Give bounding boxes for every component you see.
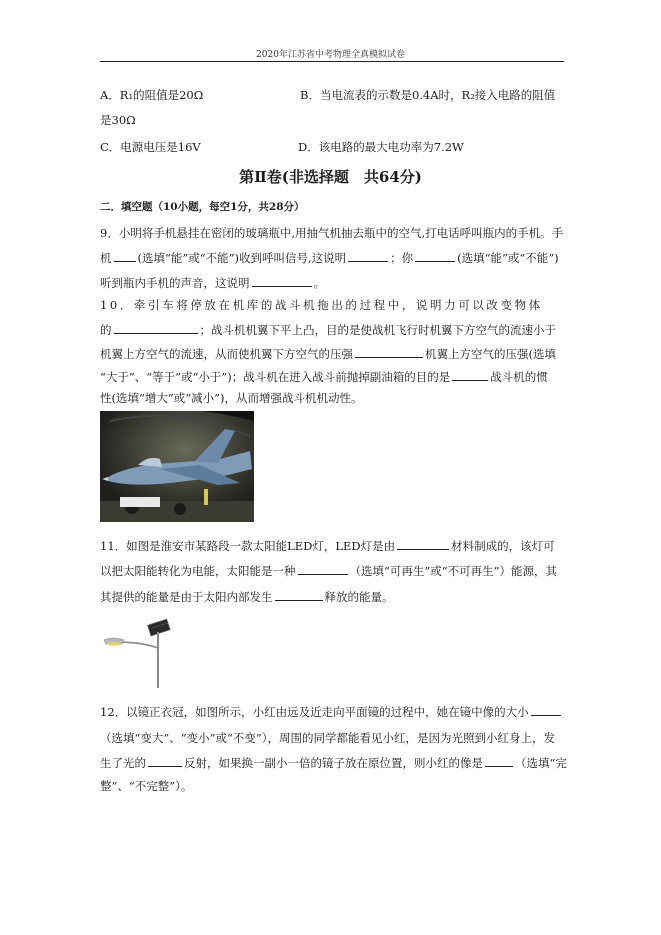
option-b-continued: 是30Ω bbox=[100, 113, 136, 127]
q9-text: 。 bbox=[313, 276, 325, 290]
option-d: D．该电路的最大电功率为7.2W bbox=[298, 140, 464, 154]
q11-text: 释放的能量。 bbox=[324, 590, 394, 604]
fighter-jet-illustration bbox=[100, 411, 254, 522]
q10-line5: 性(选填“增大”或“减小”)，从而增强战斗机机动性。 bbox=[100, 391, 363, 405]
fighter-jet-image bbox=[100, 411, 254, 522]
q9-line2 bbox=[100, 250, 559, 265]
solar-street-lamp-illustration bbox=[102, 618, 178, 688]
q10-text: 战斗机的惯 bbox=[490, 370, 548, 384]
q12-line2: （选填“变大”、“变小”或“不变”），周围的同学都能看见小红，是因为光照到小红身上，发 bbox=[100, 731, 556, 745]
q11-text: 材料制成的，该灯可 bbox=[451, 539, 555, 553]
q10-text: 的 bbox=[100, 323, 112, 337]
q10-line2 bbox=[100, 322, 556, 337]
blank bbox=[114, 322, 198, 334]
blank bbox=[452, 369, 488, 381]
q12-line4: 整”、“不完整”）。 bbox=[100, 779, 193, 793]
q10-line3 bbox=[100, 346, 556, 361]
page-header: 2020年江苏省中考物理全真模拟试卷 bbox=[256, 50, 405, 60]
q9-text: 机 bbox=[100, 251, 112, 265]
q12-line3 bbox=[100, 755, 567, 770]
q9-line1: 9．小明将手机悬挂在密闭的玻璃瓶中,用抽气机抽去瓶中的空气,打电话呼叫瓶内的手机。手 bbox=[100, 226, 564, 240]
blank bbox=[531, 704, 561, 716]
q11-text: 11．如图是淮安市某路段一款太阳能LED灯，LED灯是由 bbox=[100, 539, 396, 553]
section-title: 第Ⅱ卷(非选择题 共64分) bbox=[239, 168, 422, 186]
q12-text: （选填“完 bbox=[515, 756, 567, 770]
header-rule bbox=[100, 61, 564, 62]
blank bbox=[355, 346, 423, 358]
q9-text: 听到瓶内手机的声音，这说明 bbox=[100, 276, 250, 290]
q12-text: 12．以镜正衣冠，如图所示，小红由远及近走向平面镜的过程中，她在镜中像的大小 bbox=[100, 705, 529, 719]
blank bbox=[298, 563, 348, 575]
q12-text: 反射，如果换一副小一倍的镜子放在原位置，则小红的像是 bbox=[184, 756, 483, 770]
q11-line2 bbox=[100, 563, 557, 578]
blank bbox=[415, 250, 455, 262]
q10-text: “大于”、“等于”或“小于”)；战斗机在进入战斗前抛掉副油箱的目的是 bbox=[100, 370, 451, 384]
q11-text: （选填“可再生”或“不可再生”）能源，其 bbox=[349, 564, 558, 578]
q9-line3 bbox=[100, 275, 325, 290]
q10-line1: 10．牵引车将停放在机库的战斗机拖出的过程中，说明力可以改变物体 bbox=[100, 298, 543, 312]
blank bbox=[252, 275, 312, 287]
q12-text: 生了光的 bbox=[100, 756, 146, 770]
blank bbox=[397, 538, 449, 550]
option-b: B．当电流表的示数是0.4A时，R₂接入电路的阻值 bbox=[300, 88, 556, 102]
option-a: A．R₁的阻值是20Ω bbox=[100, 88, 204, 102]
q10-text: 机翼上方空气的压强(选填 bbox=[425, 347, 556, 361]
q9-text: (选填“能”或“不能”)收到呼叫信号,这说明 bbox=[137, 251, 347, 265]
q9-text: ；你 bbox=[390, 251, 414, 265]
section-subtitle: 二．填空题（10小题，每空1分，共28分） bbox=[100, 201, 305, 213]
q10-line4 bbox=[100, 369, 548, 384]
blank bbox=[114, 250, 136, 262]
blank bbox=[485, 755, 513, 767]
q10-text: 机翼上方空气的流速，从而使机翼下方空气的压强 bbox=[100, 347, 353, 361]
q9-text: (选填“能”或“不能”) bbox=[457, 251, 559, 265]
q10-text: ；战斗机机翼下平上凸，目的是使战机飞行时机翼下方空气的流速小于 bbox=[199, 323, 556, 337]
q11-line1 bbox=[100, 538, 555, 553]
blank bbox=[275, 589, 323, 601]
q11-text: 以把太阳能转化为电能，太阳能是一种 bbox=[100, 564, 296, 578]
q11-text: 其提供的能量是由于太阳内部发生 bbox=[100, 590, 273, 604]
blank bbox=[348, 250, 388, 262]
blank bbox=[148, 755, 182, 767]
q11-line3 bbox=[100, 589, 394, 604]
solar-street-lamp-image bbox=[102, 618, 178, 688]
q12-line1 bbox=[100, 704, 563, 719]
option-c: C．电源电压是16V bbox=[100, 140, 201, 154]
